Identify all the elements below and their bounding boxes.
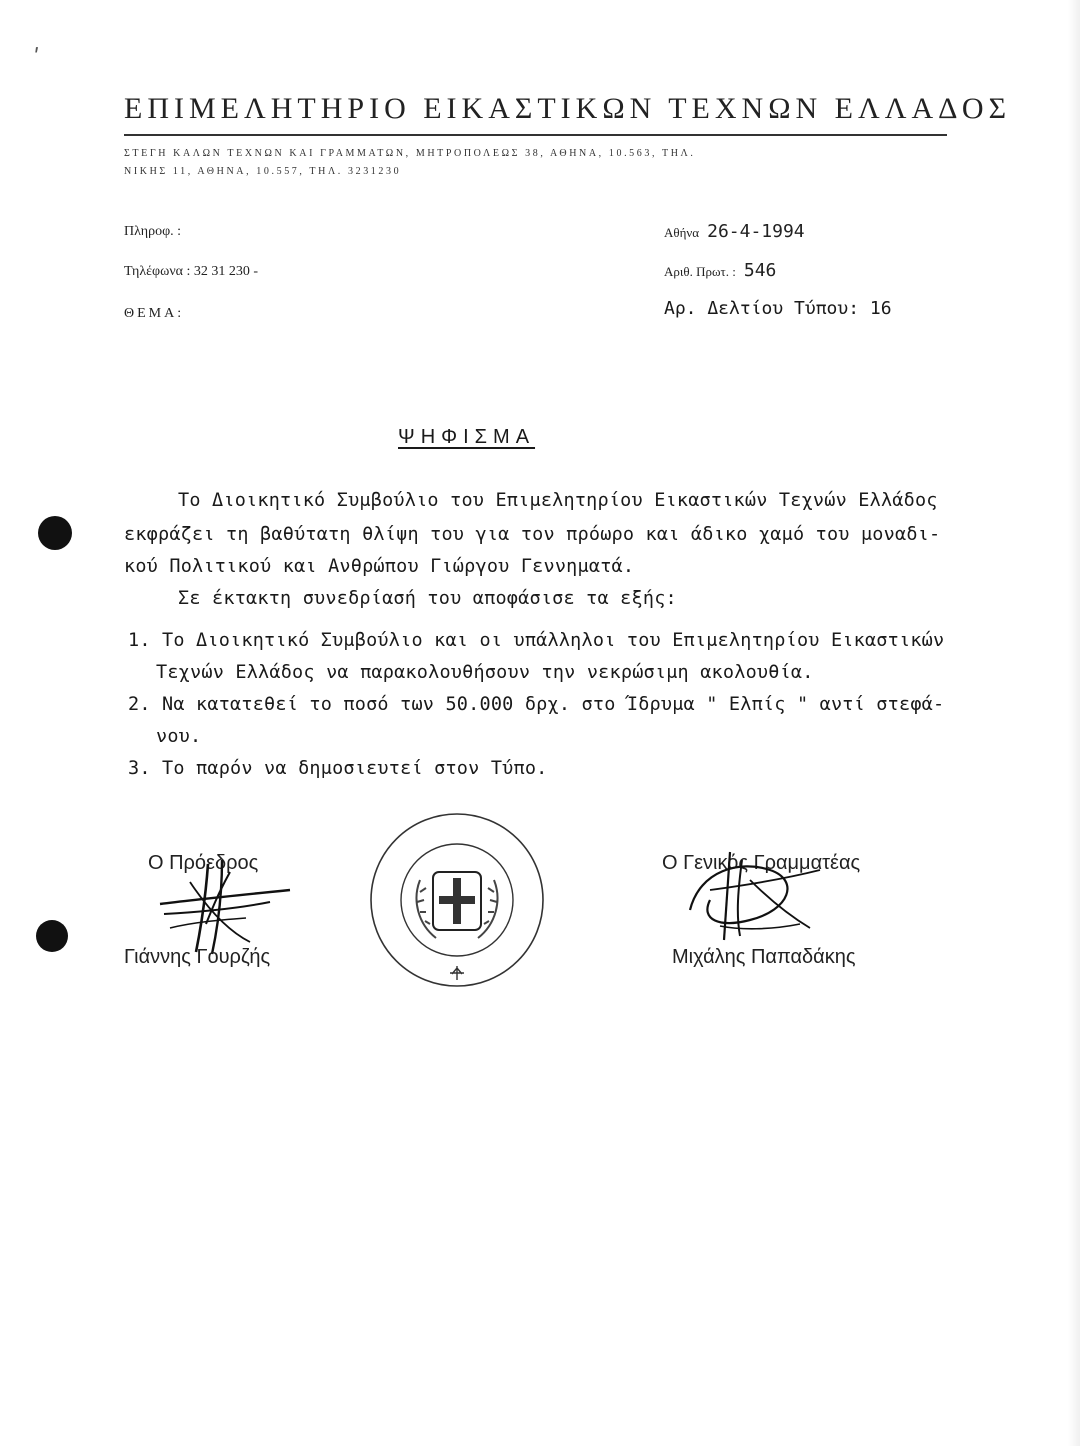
secretary-signature xyxy=(680,840,830,950)
letterhead-title: ΕΠΙΜΕΛΗΤΗΡΙΟ ΕΙΚΑΣΤΙΚΩΝ ΤΕΧΝΩΝ ΕΛΛΑΔΟΣ xyxy=(124,92,1012,125)
item-3: 3. Το παρόν να δημοσιευτεί στον Τύπο. xyxy=(128,758,548,779)
document-heading: ΨΗΦΙΣΜΑ xyxy=(398,426,536,448)
item-2-line-1: 2. Να κατατεθεί το ποσό των 50.000 δρχ. στο Ίδρυμα " Ελπίς " αντί στεφά- xyxy=(128,694,945,715)
intro-line-2: εκφράζει τη βαθύτατη θλίψη του για τον πρόωρο και άδικο χαμό του μοναδι- xyxy=(124,524,941,545)
info-label: Πληροφ. : xyxy=(124,224,182,239)
secretary-title: Ο Γενικός Γραμματέας xyxy=(662,852,861,874)
secretary-name: Μιχάλης Παπαδάκης xyxy=(672,946,856,968)
president-name: Γιάννης Γουρζής xyxy=(124,946,271,968)
phone-value: 32 31 230 - xyxy=(193,264,259,279)
intro-line-4: Σε έκτακτη συνεδρίασή του αποφάσισε τα εξής: xyxy=(178,588,677,609)
item-1-line-1: 1. Το Διοικητικό Συμβούλιο και οι υπάλληλοι του Επιμελητηρίου Εικαστικών xyxy=(128,630,945,651)
intro-line-1: Το Διοικητικό Συμβούλιο του Επιμελητηρίου Εικαστικών Τεχνών Ελλάδος xyxy=(178,490,938,511)
intro-line-3: κού Πολιτικού και Ανθρώπου Γιώργου Γεννηματά. xyxy=(124,556,635,577)
phone-label: Τηλέφωνα : xyxy=(124,264,191,279)
subject-label: ΘΕΜΑ: xyxy=(124,306,185,321)
president-title: Ο Πρόεδρος xyxy=(148,852,259,874)
protocol-number: 546 xyxy=(743,260,777,281)
press-release-number: Αρ. Δελτίου Τύπου: 16 xyxy=(664,298,892,319)
phone-row xyxy=(124,264,258,280)
binder-hole-bottom xyxy=(36,920,68,952)
president-signature xyxy=(150,842,300,962)
city-label: Αθήνα xyxy=(664,225,700,240)
address-line-1: ΣΤΕΓΗ ΚΑΛΩΝ ΤΕΧΝΩΝ ΚΑΙ ΓΡΑΜΜΑΤΩΝ, ΜΗΤΡΟΠΟΛΕΩΣ 38, ΑΘΗΝΑ, 10.563, ΤΗΛ. xyxy=(124,148,696,159)
protocol-label: Αριθ. Πρωτ. : xyxy=(664,264,736,279)
scan-mark-icon: ʹ xyxy=(30,46,44,71)
date-row xyxy=(664,221,805,242)
scan-edge-shadow xyxy=(1068,0,1080,1446)
binder-hole-top xyxy=(38,516,72,550)
date-value: 26-4-1994 xyxy=(707,221,805,242)
address-line-2: ΝΙΚΗΣ 11, ΑΘΗΝΑ, 10.557, ΤΗΛ. 3231230 xyxy=(124,166,402,177)
item-1-line-2: Τεχνών Ελλάδος να παρακολουθήσουν την νεκρώσιμη ακολουθία. xyxy=(156,662,814,683)
protocol-row xyxy=(664,260,776,281)
letterhead-divider xyxy=(124,134,947,136)
item-2-line-2: νου. xyxy=(156,726,202,747)
official-seal xyxy=(366,808,548,992)
